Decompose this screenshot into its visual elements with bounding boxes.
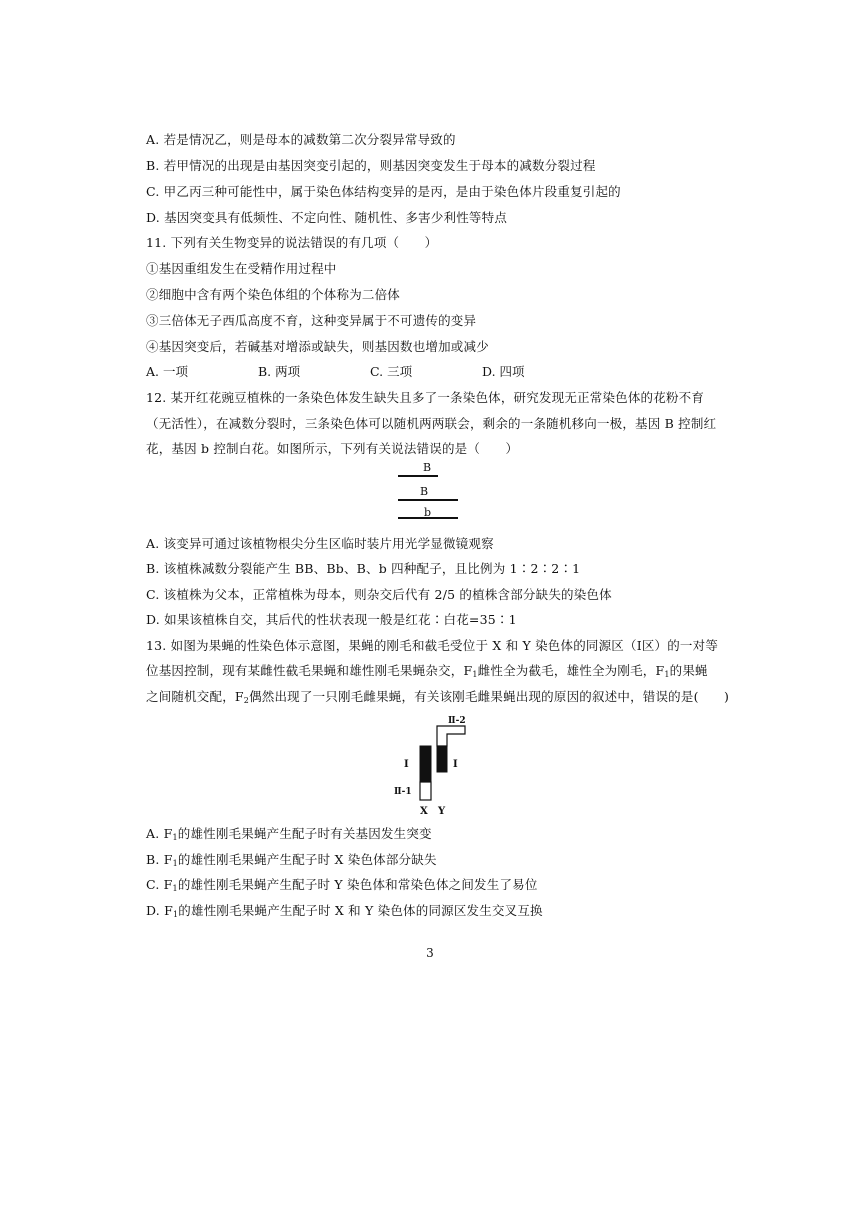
q11-option-c: C. 三项 xyxy=(370,364,413,379)
q13-stem-line-2-part-3: 的果蝇 xyxy=(669,663,708,678)
q13-option-d xyxy=(146,903,543,919)
q13-option-d-prefix: D. F xyxy=(146,903,173,918)
subscript-1: 1 xyxy=(172,833,178,842)
q10-option-b: B. 若甲情况的出现是由基因突变引起的，则基因突变发生于母本的减数分裂过程 xyxy=(146,158,596,173)
q13-stem-line-2-part-2: 雌性全为截毛，雄性全为刚毛，F xyxy=(477,663,665,678)
q13-stem-line-2 xyxy=(146,663,708,679)
q13-option-a-text: 的雄性刚毛果蝇产生配子时有关基因发生突变 xyxy=(177,826,432,841)
q13-stem-line-3-part-2: 偶然出现了一只刚毛雌果蝇，有关该刚毛雌果蝇出现的原因的叙述中，错误的是( ) xyxy=(249,689,730,704)
q13-stem-line-3 xyxy=(146,689,729,705)
subscript-1: 1 xyxy=(472,670,478,679)
subscript-1: 1 xyxy=(172,884,178,893)
q11-item-4: ④基因突变后，若碱基对增添或缺失，则基因数也增加或减少 xyxy=(146,339,489,354)
q13-option-c-text: 的雄性刚毛果蝇产生配子时 Y 染色体和常染色体之间发生了易位 xyxy=(177,877,538,892)
x-chromosome-region-1 xyxy=(420,746,431,782)
label-y: Y xyxy=(438,806,446,817)
q12-stem-line-3: 花，基因 b 控制白花。如图所示，下列有关说法错误的是（ ） xyxy=(146,441,519,456)
label-i-right: Ⅰ xyxy=(453,759,458,770)
label-ii-1: Ⅱ-1 xyxy=(394,787,412,797)
q13-stem-line-1: 13. 如图为果蝇的性染色体示意图，果蝇的刚毛和截毛受位于 X 和 Y 染色体的同源区（Ⅰ区）的一对等 xyxy=(146,638,719,653)
figure-label-b-lower: b xyxy=(424,506,432,519)
x-chromosome-region-2-1 xyxy=(420,782,431,800)
figure-label-b-1: B xyxy=(423,461,432,474)
subscript-2: 2 xyxy=(243,696,250,705)
y-chromosome-region-1 xyxy=(437,746,447,772)
page-number: 3 xyxy=(426,946,434,960)
figure-label-b-2: B xyxy=(420,485,429,498)
q12-stem-line-2: （无活性），在减数分裂时，三条染色体可以随机两两联会，剩余的一条随机移向一极，基因 B 控制红 xyxy=(146,416,717,431)
q13-stem-line-2-part-1: 位基因控制，现有某雌性截毛果蝇和雄性刚毛果蝇杂交，F xyxy=(146,663,473,678)
q12-option-c: C. 该植株为父本，正常植株为母本，则杂交后代有 2/5 的植株含部分缺失的染色体 xyxy=(146,587,612,602)
q10-option-c: C. 甲乙丙三种可能性中，属于染色体结构变异的是丙，是由于染色体片段重复引起的 xyxy=(146,184,621,199)
q13-option-c-prefix: C. F xyxy=(146,877,173,892)
q12-stem-line-1: 12. 某开红花豌豆植株的一条染色体发生缺失且多了一条染色体，研究发现无正常染色体的花粉不育 xyxy=(146,390,705,405)
q11-option-b: B. 两项 xyxy=(258,364,301,379)
subscript-1: 1 xyxy=(173,910,179,919)
q11-option-a: A. 一项 xyxy=(146,364,188,379)
q11-item-3: ③三倍体无子西瓜高度不育，这种变异属于不可遗传的变异 xyxy=(146,313,477,328)
label-ii-2: Ⅱ-2 xyxy=(448,716,466,726)
q12-option-a: A. 该变异可通过该植物根尖分生区临时装片用光学显微镜观察 xyxy=(146,536,494,551)
q13-option-a-prefix: A. F xyxy=(146,826,173,841)
q13-option-b-text: 的雄性刚毛果蝇产生配子时 X 染色体部分缺失 xyxy=(177,852,437,867)
q10-option-a: A. 若是情况乙，则是母本的减数第二次分裂异常导致的 xyxy=(146,132,456,147)
q13-option-b-prefix: B. F xyxy=(146,852,173,867)
label-x: X xyxy=(420,806,428,817)
q12-option-d: D. 如果该植株自交，其后代的性状表现一般是红花∶白花=35∶1 xyxy=(146,612,517,627)
q11-item-2: ②细胞中含有两个染色体组的个体称为二倍体 xyxy=(146,287,401,302)
subscript-1: 1 xyxy=(664,670,670,679)
q13-option-c xyxy=(146,877,538,893)
q11-option-d: D. 四项 xyxy=(482,364,525,379)
q13-stem-line-3-part-1: 之间随机交配，F xyxy=(146,689,244,704)
q13-option-b xyxy=(146,852,437,868)
y-chromosome-region-2-2 xyxy=(437,726,465,746)
chromosome-figure xyxy=(390,460,470,524)
q13-option-d-text: 的雄性刚毛果蝇产生配子时 X 和 Y 染色体的同源区发生交叉互换 xyxy=(178,903,543,918)
label-i-left: Ⅰ xyxy=(404,759,409,770)
q11-item-1: ①基因重组发生在受精作用过程中 xyxy=(146,261,337,276)
q10-option-d: D. 基因突变具有低频性、不定向性、随机性、多害少利性等特点 xyxy=(146,210,508,225)
subscript-1: 1 xyxy=(172,859,178,868)
q12-option-b: B. 该植株减数分裂能产生 BB、Bb、B、b 四种配子，且比例为 1∶2∶2∶1 xyxy=(146,561,581,576)
q11-stem: 11. 下列有关生物变异的说法错误的有几项（ ） xyxy=(146,235,438,250)
sex-chromosome-figure xyxy=(390,710,480,818)
q13-option-a xyxy=(146,826,432,842)
